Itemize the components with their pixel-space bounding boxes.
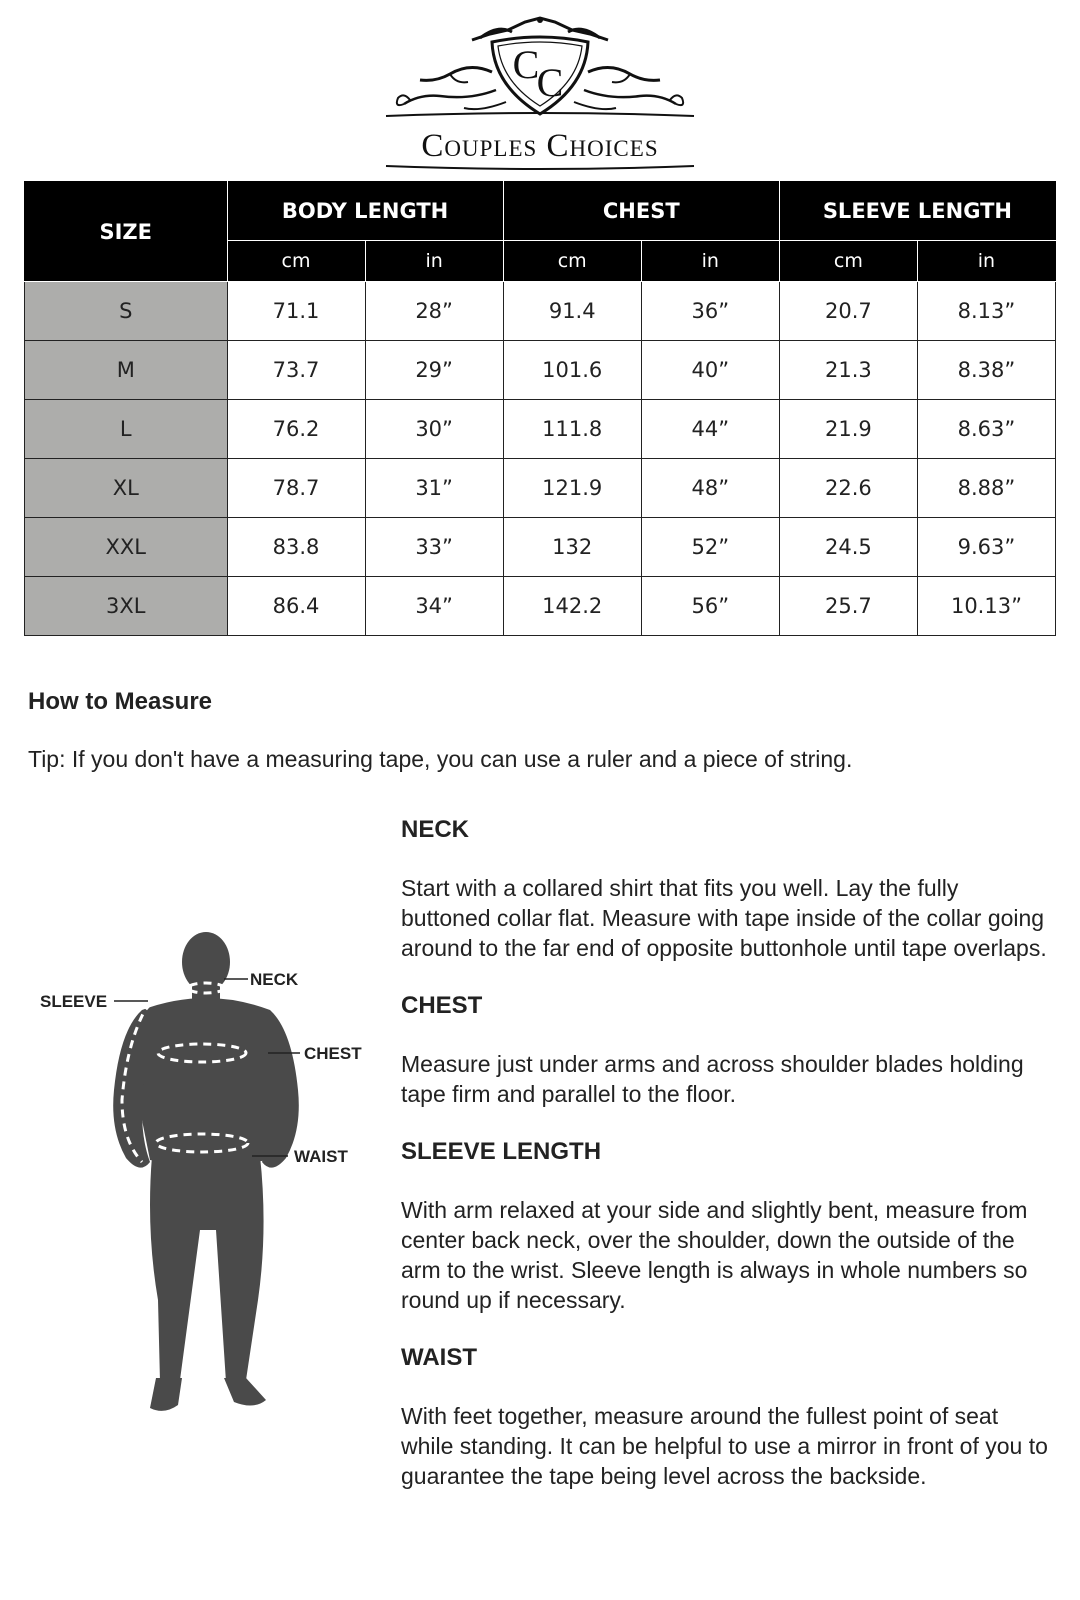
sleeve-label: SLEEVE: [40, 992, 108, 1011]
unit-header: in: [641, 241, 779, 282]
table-cell: 10.13”: [917, 577, 1055, 636]
table-cell: 9.63”: [917, 518, 1055, 577]
unit-header: cm: [227, 241, 365, 282]
table-cell: 78.7: [227, 459, 365, 518]
measurement-figure: [30, 930, 380, 1450]
table-cell: 56”: [641, 577, 779, 636]
chest-instructions: Measure just under arms and across shoulder blades holding tape firm and parallel to the floor.: [401, 1051, 1024, 1107]
table-cell: 132: [503, 518, 641, 577]
neck-instructions: Start with a collared shirt that fits you well. Lay the fully buttoned collar flat. Measure with tape inside of the collar going around to the far end of opposite buttonhole until tape overlaps.: [401, 875, 1047, 961]
brand-underline: [380, 162, 700, 172]
size-cell: S: [25, 282, 228, 341]
chest-header: CHEST: [503, 182, 779, 241]
table-cell: 71.1: [227, 282, 365, 341]
chest-heading: CHEST: [401, 992, 483, 1019]
table-cell: 44”: [641, 400, 779, 459]
brand-name: Couples Choices: [421, 128, 659, 164]
unit-header: in: [917, 241, 1055, 282]
table-cell: 48”: [641, 459, 779, 518]
table-row: [25, 577, 1056, 636]
table-cell: 36”: [641, 282, 779, 341]
table-row: [25, 459, 1056, 518]
sleeve-length-header: SLEEVE LENGTH: [779, 182, 1055, 241]
table-row: [25, 518, 1056, 577]
table-cell: 21.3: [779, 341, 917, 400]
svg-text:C: C: [512, 42, 540, 87]
table-cell: 31”: [365, 459, 503, 518]
unit-header: cm: [503, 241, 641, 282]
how-to-measure-heading: How to Measure: [28, 688, 213, 715]
table-cell: 20.7: [779, 282, 917, 341]
size-cell: XXL: [25, 518, 228, 577]
chest-label: CHEST: [304, 1044, 362, 1063]
waist-label: WAIST: [294, 1147, 348, 1166]
measuring-tip: Tip: If you don't have a measuring tape, you can use a ruler and a piece of string.: [28, 746, 853, 772]
table-cell: 24.5: [779, 518, 917, 577]
table-cell: 76.2: [227, 400, 365, 459]
waist-instructions: With feet together, measure around the fullest point of seat while standing. It can be helpful to use a mirror in front of you to guarantee the tape being level across the backside.: [401, 1403, 1048, 1489]
size-cell: 3XL: [25, 577, 228, 636]
size-cell: L: [25, 400, 228, 459]
table-cell: 83.8: [227, 518, 365, 577]
table-cell: 29”: [365, 341, 503, 400]
size-cell: XL: [25, 459, 228, 518]
size-column-header: SIZE: [25, 182, 228, 282]
table-cell: 52”: [641, 518, 779, 577]
neck-heading: NECK: [401, 816, 470, 843]
unit-header: cm: [779, 241, 917, 282]
sleeve-length-heading: SLEEVE LENGTH: [401, 1138, 602, 1165]
table-row: [25, 282, 1056, 341]
sleeve-length-instructions: With arm relaxed at your side and slightly bent, measure from center back neck, over the shoulder, down the outside of the arm to the wrist. Sleeve length is always in whole numbers so round up if necessary.: [401, 1197, 1028, 1313]
size-cell: M: [25, 341, 228, 400]
table-cell: 21.9: [779, 400, 917, 459]
table-cell: 40”: [641, 341, 779, 400]
body-length-header: BODY LENGTH: [227, 182, 503, 241]
table-cell: 25.7: [779, 577, 917, 636]
waist-heading: WAIST: [401, 1344, 477, 1371]
table-cell: 86.4: [227, 577, 365, 636]
size-chart-table: [24, 181, 1056, 636]
table-cell: 33”: [365, 518, 503, 577]
table-cell: 34”: [365, 577, 503, 636]
table-cell: 111.8: [503, 400, 641, 459]
table-cell: 30”: [365, 400, 503, 459]
table-cell: 121.9: [503, 459, 641, 518]
neck-label: NECK: [250, 970, 299, 989]
svg-text:C: C: [536, 60, 564, 105]
table-cell: 73.7: [227, 341, 365, 400]
table-row: [25, 341, 1056, 400]
unit-header: in: [365, 241, 503, 282]
measurement-instructions: [401, 815, 1051, 1491]
table-cell: 142.2: [503, 577, 641, 636]
table-cell: 8.38”: [917, 341, 1055, 400]
table-cell: 101.6: [503, 341, 641, 400]
table-cell: 22.6: [779, 459, 917, 518]
table-cell: 28”: [365, 282, 503, 341]
table-row: [25, 400, 1056, 459]
brand-logo: [380, 12, 700, 170]
table-cell: 8.13”: [917, 282, 1055, 341]
crest-emblem: [380, 12, 700, 132]
table-cell: 91.4: [503, 282, 641, 341]
table-cell: 8.88”: [917, 459, 1055, 518]
table-cell: 8.63”: [917, 400, 1055, 459]
